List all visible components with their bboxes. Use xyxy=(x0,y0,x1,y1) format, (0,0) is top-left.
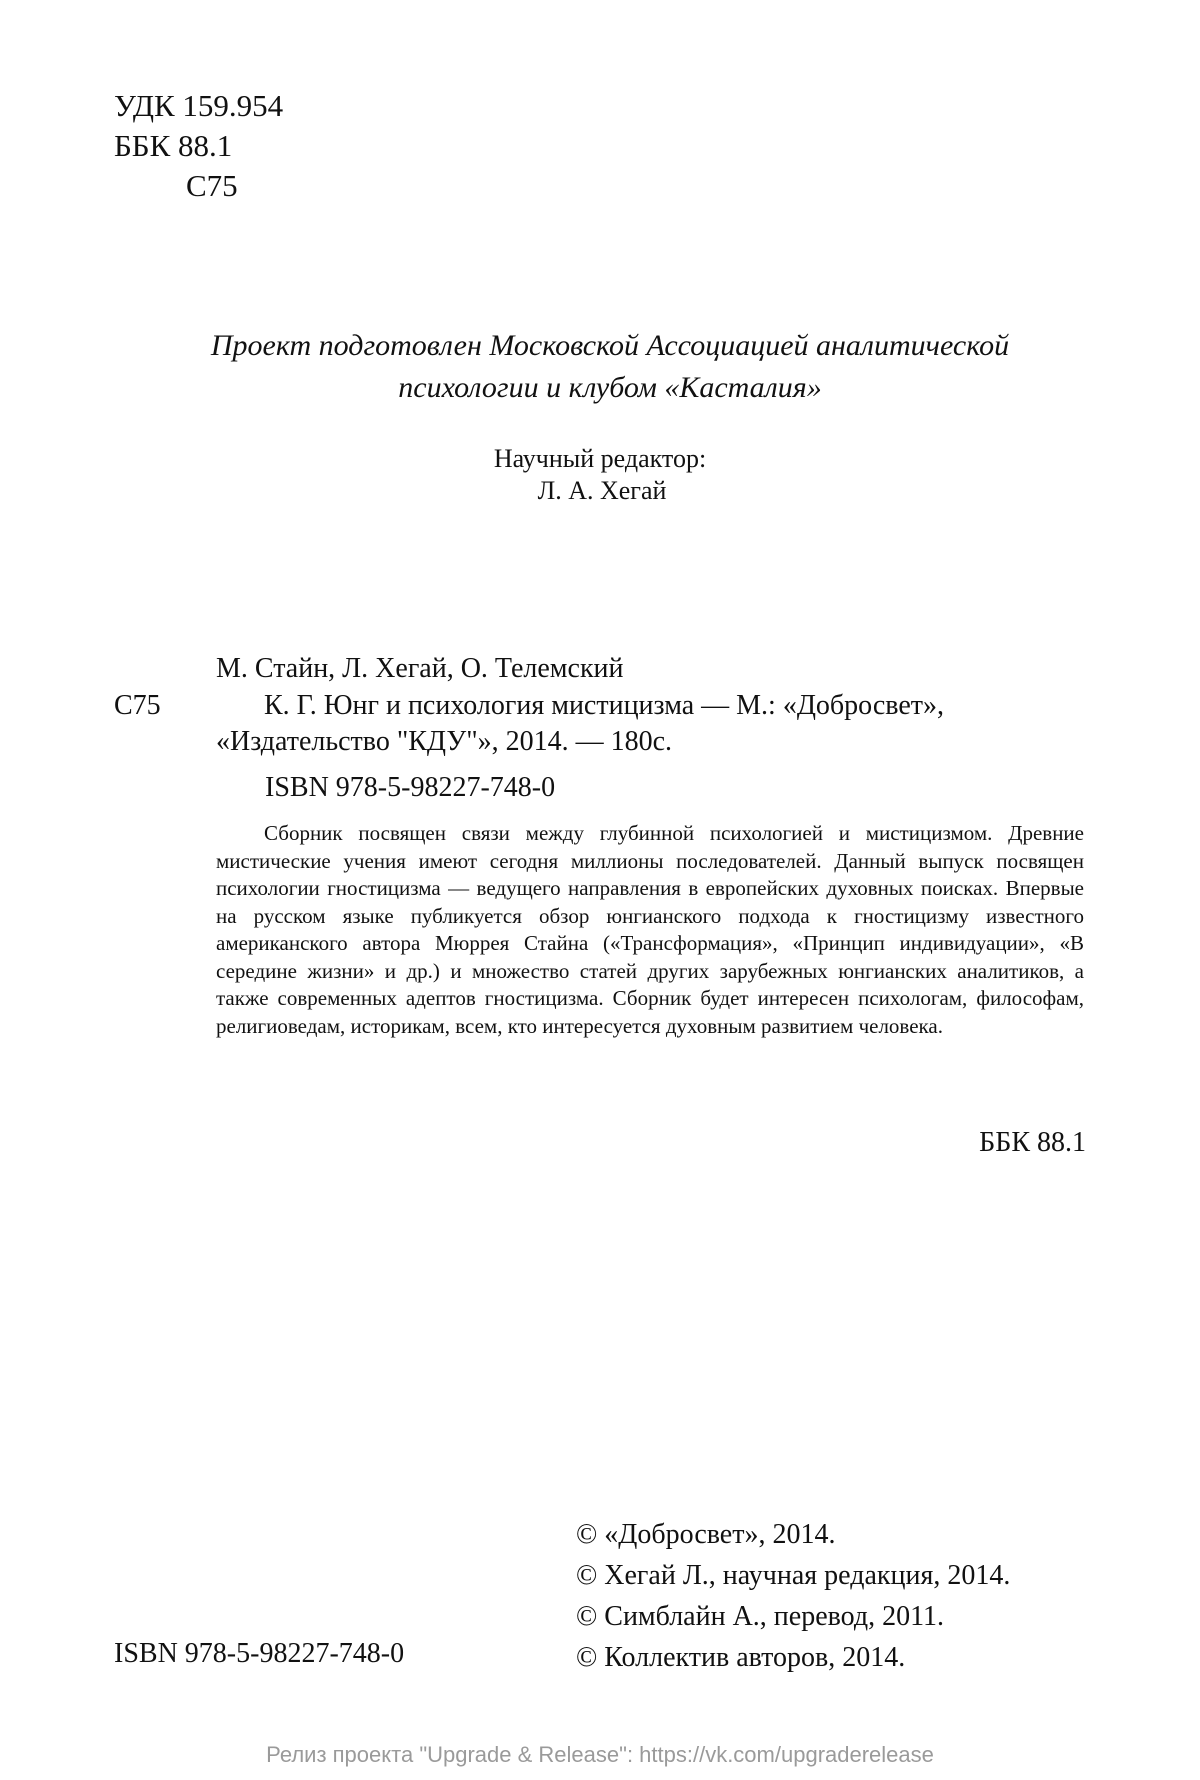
bbk-code-right: ББК 88.1 xyxy=(979,1127,1086,1158)
release-watermark: Релиз проекта "Upgrade & Release": https://vk.com/upgraderelease xyxy=(266,1742,934,1767)
copyright-translator: © Симблайн А., перевод, 2011. xyxy=(576,1601,945,1632)
project-note xyxy=(110,325,1110,409)
copyright-editor: © Хегай Л., научная редакция, 2014. xyxy=(576,1560,1011,1591)
editor-name: Л. А. Хегай xyxy=(537,476,667,505)
isbn-footer: ISBN 978-5-98227-748-0 xyxy=(114,1638,405,1669)
title-line-1: К. Г. Юнг и психология мистицизма — М.: «Добросвет», xyxy=(264,690,945,721)
editor-label: Научный редактор: xyxy=(493,444,707,473)
copyright-list xyxy=(576,1514,1010,1678)
copyright-publisher: © «Добросвет», 2014. xyxy=(576,1519,836,1550)
isbn-bibliographic: ISBN 978-5-98227-748-0 xyxy=(265,772,556,803)
title-line-2: «Издательство "КДУ"», 2014. — 180с. xyxy=(216,726,673,757)
book-abstract: Сборник посвящен связи между глубинной психологией и мистицизмом. Древние мистические учения имеют сегодня миллионы последователей. Данный выпуск посвящен психологии гностицизма — ведущего направления в европейских духовных поисках. Впервые на русском языке публикуется обзор юнгианского подхода к гностицизму известного американского автора Мюррея Стайна («Трансформация», «Принцип индивидуации», «В середине жизни» и др.) и множество статей других зарубежных юнгианских аналитиков, а также современных адептов гностицизма. Сборник будет интересен психологам, философам, религиоведам, историкам, всем, кто интересуется духовным развитием человека. xyxy=(216,821,1084,1038)
bibliographic-title xyxy=(216,688,1086,760)
authors-line: М. Стайн, Л. Хегай, О. Телемский xyxy=(216,653,624,684)
classification-block xyxy=(114,86,283,206)
project-note-line-1: Проект подготовлен Московской Ассоциацией аналитической xyxy=(210,329,1010,362)
project-note-line-2: психологии и клубом «Касталия» xyxy=(398,371,822,404)
copyright-authors: © Коллектив авторов, 2014. xyxy=(576,1642,906,1673)
cutter-code: С75 xyxy=(186,168,238,203)
bbk-code: ББК 88.1 xyxy=(114,128,233,163)
scientific-editor xyxy=(0,443,1200,507)
bibliography-cutter: С75 xyxy=(114,690,161,721)
udc-code: УДК 159.954 xyxy=(114,88,284,123)
